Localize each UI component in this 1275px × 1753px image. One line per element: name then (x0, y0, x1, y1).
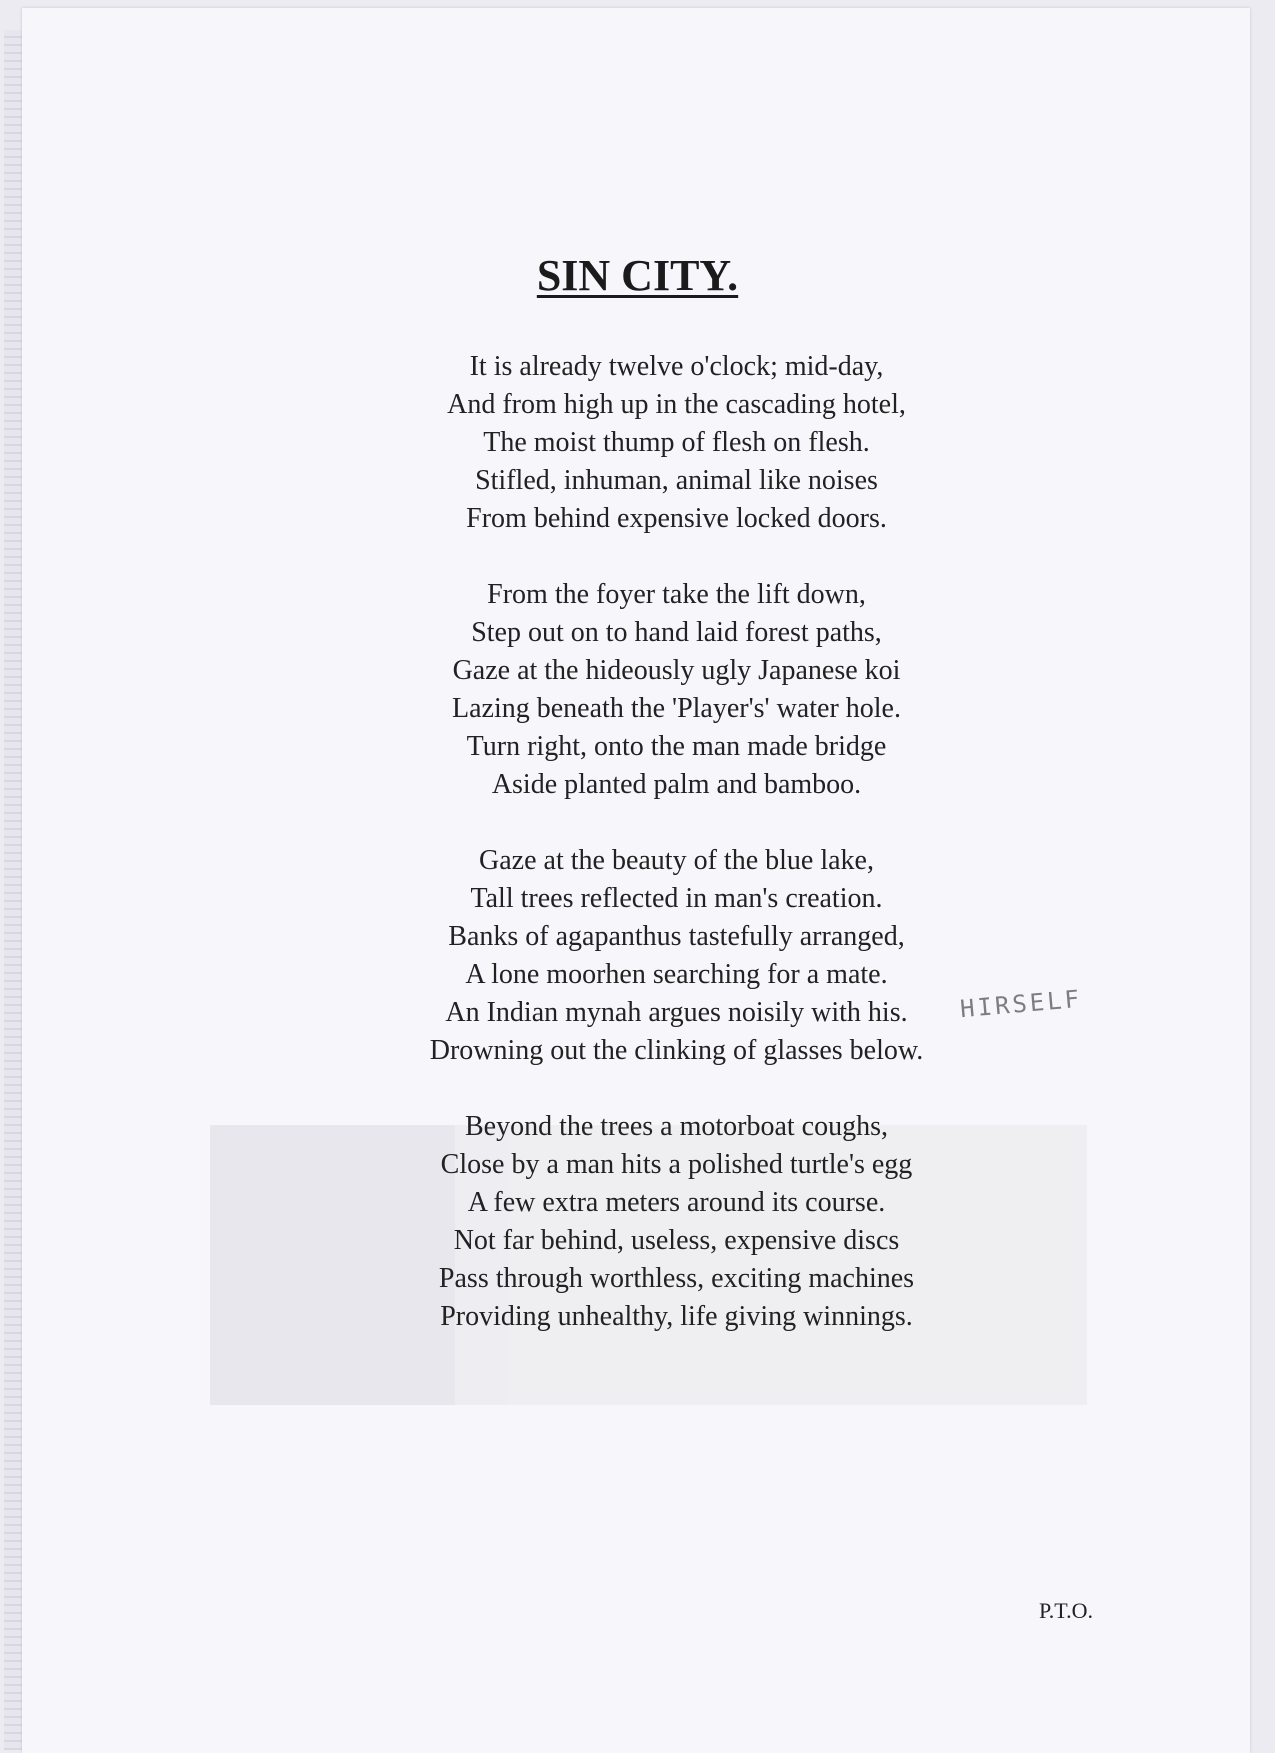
poem-line: Providing unhealthy, life giving winnings. (440, 1301, 913, 1332)
poem-line: A lone moorhen searching for a mate. (465, 959, 888, 990)
page-turn-note: P.T.O. (1039, 1598, 1093, 1623)
poem-line: It is already twelve o'clock; mid-day, (469, 351, 884, 382)
poem-line: Not far behind, useless, expensive discs (453, 1225, 900, 1256)
poem-line: Aside planted palm and bamboo. (491, 769, 862, 800)
poem-line: The moist thump of flesh on flesh. (483, 427, 870, 458)
poem-line: Gaze at the beauty of the blue lake, (479, 845, 874, 876)
poem-line: Gaze at the hideously ugly Japanese koi (452, 655, 901, 686)
poem-line: Pass through worthless, exciting machines (438, 1263, 915, 1294)
stanza (0, 348, 1275, 538)
poem-title (0, 250, 1275, 301)
poem-line: Step out on to hand laid forest paths, (471, 617, 882, 648)
stanza (0, 576, 1275, 804)
poem-line: Lazing beneath the 'Player's' water hole. (452, 693, 901, 724)
poem-line: Drowning out the clinking of glasses below. (429, 1035, 924, 1066)
stanza (0, 842, 1275, 1070)
poem-line: A few extra meters around its course. (467, 1187, 886, 1218)
poem-line: An Indian mynah argues noisily with his. (445, 997, 908, 1028)
poem-line: Close by a man hits a polished turtle's egg (440, 1149, 913, 1180)
stanza (0, 1108, 1275, 1336)
poem-line: From the foyer take the lift down, (487, 579, 866, 610)
poem-body (0, 348, 1275, 1374)
poem-line: Stifled, inhuman, animal like noises (475, 465, 878, 496)
poem-line: Beyond the trees a motorboat coughs, (464, 1111, 888, 1142)
poem-title-text: SIN CITY. (536, 251, 739, 300)
poem-line: And from high up in the cascading hotel, (447, 389, 906, 420)
poem-line: Tall trees reflected in man's creation. (470, 883, 883, 914)
poem-line: Banks of agapanthus tastefully arranged, (448, 921, 905, 952)
poem-line: Turn right, onto the man made bridge (466, 731, 887, 762)
handwritten-annotation: HIRSELF (959, 984, 1084, 1024)
poem-line: From behind expensive locked doors. (466, 503, 887, 534)
